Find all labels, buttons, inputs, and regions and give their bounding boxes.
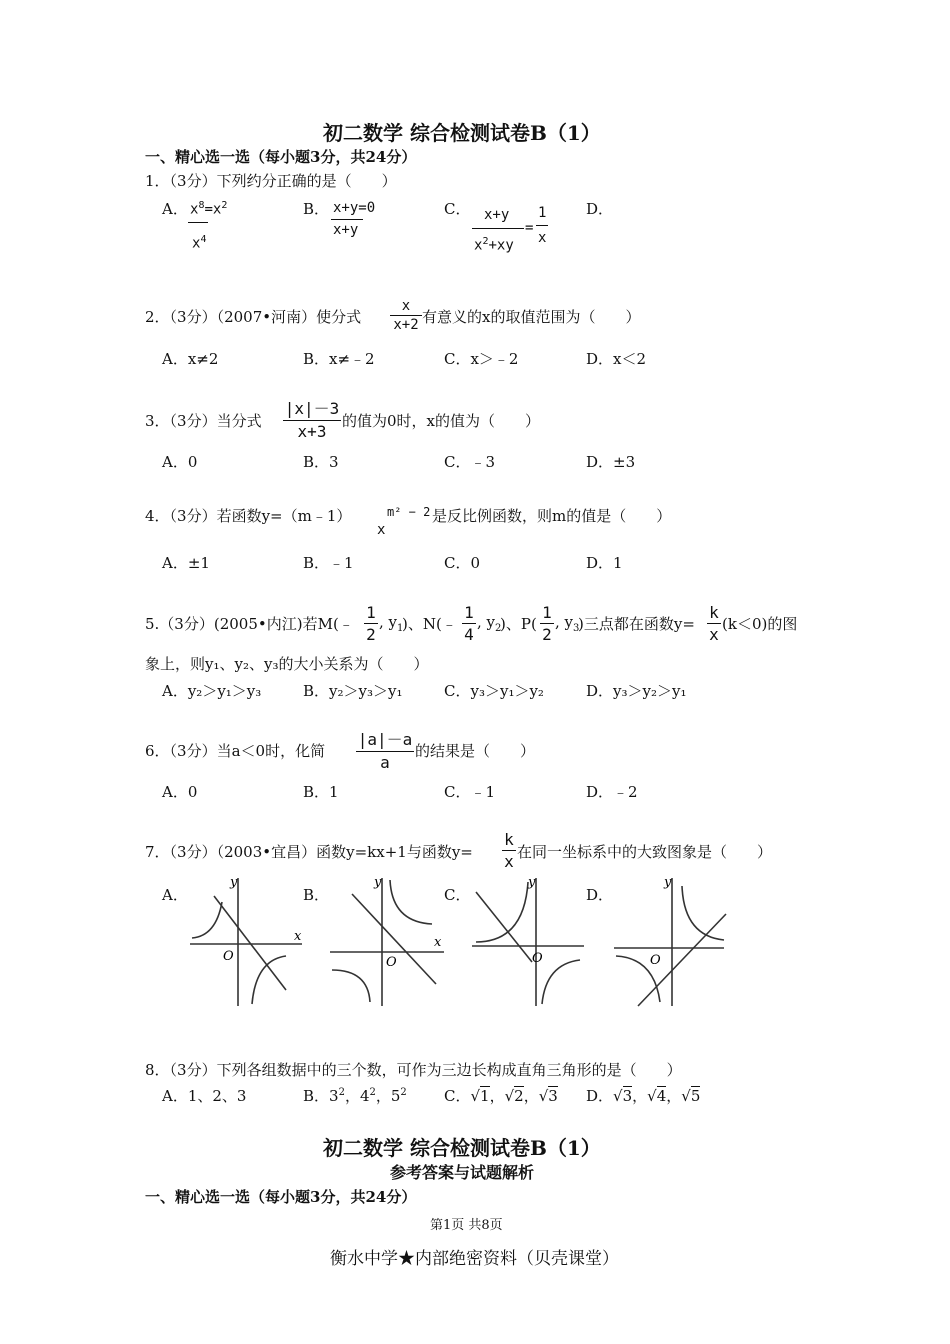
q5-option-d[interactable]: D．y₃＞y₂＞y₁ (586, 682, 687, 700)
answer-section-heading: 一、精心选一选（每小题3分，共24分） (145, 1188, 417, 1206)
question-4-stem-b: 是反比例函数，则m的值是（ ） (432, 507, 672, 525)
sqrt-icon: √ (647, 1087, 657, 1105)
question-8-stem: 8．（3分）下列各组数据中的三个数，可作为三边长构成直角三角形的是（ ） (145, 1061, 682, 1079)
q7-graph-a[interactable] (186, 872, 310, 1008)
question-7-stem-a: 7．（3分）（2003•宜昌）函数y=kx+1与函数y= (145, 843, 473, 861)
question-5-part-3: )、N(﹣ (402, 615, 457, 633)
q1-option-c-rhs-bar (536, 225, 548, 226)
q1-option-c-rhs-numerator: 1 (538, 205, 547, 221)
q4-option-a[interactable]: A．±1 (162, 554, 210, 572)
answer-title: 初二数学 综合检测试卷B（1） (323, 1136, 601, 1160)
question-2-stem-a: 2．（3分）（2007•河南）使分式 (145, 308, 362, 326)
question-5-part-5: )、P( (500, 615, 537, 633)
q5-fraction-2: 1 4 (462, 603, 476, 644)
q8-option-c[interactable]: C．√1，√2，√3 (444, 1087, 558, 1105)
q3-option-a[interactable]: A．0 (162, 453, 198, 471)
question-6-stem-b: 的结果是（ ） (415, 742, 536, 760)
q2-option-b[interactable]: B．x≠﹣2 (303, 350, 375, 368)
question-5-line-2: 象上，则y₁、y₂、y₃的大小关系为（ ） (145, 655, 429, 673)
q6-option-c[interactable]: C．﹣1 (444, 783, 496, 801)
question-7-stem-b: 在同一坐标系中的大致图象是（ ） (517, 843, 773, 861)
question-3-stem-b: 的值为0时，x的值为（ ） (342, 412, 541, 430)
watermark-footer: 衡水中学★内部绝密资料（贝壳课堂） (330, 1249, 619, 1269)
question-5-part-1: 5.（3分）(2005•内江)若M(﹣ (145, 615, 354, 633)
q5-y1: , $y_1$ (379, 613, 404, 634)
q4-option-d[interactable]: D．1 (586, 554, 623, 572)
q7-option-b[interactable]: B． (303, 886, 330, 904)
q1-option-c-numerator: x+y (484, 207, 510, 223)
q1-option-c-label[interactable]: C． (444, 200, 471, 218)
q7-graph-b-origin: O (386, 955, 397, 970)
q8-option-a[interactable]: A．1、2、3 (162, 1087, 247, 1105)
q5-fraction-1: 1 2 (364, 603, 378, 644)
question-5-part-7: )三点都在函数y= (578, 615, 695, 633)
q1-option-a-fraction-bar (188, 222, 208, 223)
q7-graph-a-y-label: y (230, 875, 238, 890)
page-title: 初二数学 综合检测试卷B（1） (323, 121, 601, 145)
q1-option-c-equals: = (525, 220, 534, 236)
q3-option-b[interactable]: B．3 (303, 453, 339, 471)
q4-option-b[interactable]: B．﹣1 (303, 554, 354, 572)
q2-option-a[interactable]: A．x≠2 (162, 350, 219, 368)
q8-option-d[interactable]: D．√3，√4，√5 (586, 1087, 701, 1105)
q5-option-c[interactable]: C．y₃＞y₁＞y₂ (444, 682, 544, 700)
q2-option-c[interactable]: C．x＞﹣2 (444, 350, 519, 368)
q2-option-d[interactable]: D．x＜2 (586, 350, 647, 368)
q4-option-c[interactable]: C．0 (444, 554, 481, 572)
q7-graph-b[interactable] (328, 872, 452, 1008)
q1-option-a-label[interactable]: A． (162, 200, 188, 218)
q7-fraction: k x (502, 830, 516, 871)
question-5-part-8: (k＜0)的图 (722, 615, 798, 633)
question-1-stem: 1．（3分）下列约分正确的是（ ） (145, 172, 397, 190)
q6-option-d[interactable]: D．﹣2 (586, 783, 638, 801)
sqrt-icon: √ (613, 1087, 623, 1105)
q2-fraction: x x+2 (390, 298, 422, 333)
question-6-stem-a: 6．（3分）当a＜0时，化简 (145, 742, 326, 760)
sqrt-icon: √ (504, 1087, 515, 1105)
question-4-stem-a: 4．（3分）若函数y=（m﹣1） (145, 507, 352, 525)
q7-graph-a-x-label: x (294, 929, 302, 944)
q1-option-d-label[interactable]: D． (586, 200, 614, 218)
q5-y2: , $y_2$ (477, 613, 502, 634)
question-3-stem-a: 3．（3分）当分式 (145, 412, 262, 430)
q8-option-b[interactable]: B．$3^2$，$4^2$，$5^2$ (303, 1087, 407, 1105)
q1-option-b-label[interactable]: B． (303, 200, 330, 218)
q7-graph-c[interactable] (470, 872, 594, 1008)
sqrt-icon: √ (538, 1087, 549, 1105)
q5-option-b[interactable]: B．y₂＞y₃＞y₁ (303, 682, 403, 700)
q7-option-a[interactable]: A． (162, 886, 188, 904)
q3-fraction: |x|－3 x+3 (284, 399, 340, 441)
q3-option-d[interactable]: D．±3 (586, 453, 636, 471)
q7-graph-d-origin: O (650, 953, 661, 968)
q6-option-a[interactable]: A．0 (162, 783, 198, 801)
q7-graph-d-y-label: y (664, 875, 672, 890)
q7-graph-d[interactable] (612, 872, 730, 1008)
q7-graph-b-y-label: y (374, 875, 382, 890)
sqrt-icon: √ (470, 1087, 481, 1105)
q6-option-b[interactable]: B．1 (303, 783, 339, 801)
q1-option-b-denominator: x+y (333, 222, 359, 238)
q5-fraction-3: 1 2 (540, 603, 554, 644)
q4-power-exponent: m² − 2 (387, 505, 431, 519)
q4-power-base: x (377, 522, 386, 538)
q7-graph-b-x-label: x (434, 935, 442, 950)
q7-graph-a-origin: O (223, 949, 234, 964)
q1-option-c-denominator: $x^2+xy$ (474, 236, 514, 254)
q5-y3: , $y_3$ (555, 613, 580, 634)
page-number: 第1页 共8页 (430, 1218, 503, 1233)
q6-fraction: |a|－a a (357, 730, 413, 772)
q1-option-b-numerator: x+y=0 (333, 200, 376, 216)
q7-option-d[interactable]: D． (586, 886, 614, 904)
q7-graph-c-y-label: y (528, 875, 536, 890)
q1-option-c-rhs-denominator: x (538, 230, 547, 246)
sqrt-icon: √ (681, 1087, 691, 1105)
q5-fraction-k: k x (707, 603, 721, 644)
q1-option-a-denominator: $x^4$ (192, 234, 207, 252)
q1-option-a-numerator: $x^8=x^2$ (190, 200, 228, 218)
section-heading: 一、精心选一选（每小题3分，共24分） (145, 148, 417, 166)
q1-option-c-fraction-bar (472, 228, 524, 229)
q3-option-c[interactable]: C．﹣3 (444, 453, 496, 471)
q5-option-a[interactable]: A．y₂＞y₁＞y₃ (162, 682, 262, 700)
q1-option-b-fraction-bar (331, 219, 363, 220)
q7-option-c[interactable]: C． (444, 886, 471, 904)
question-2-stem-b: 有意义的x的取值范围为（ ） (422, 308, 641, 326)
answer-subtitle: 参考答案与试题解析 (390, 1163, 535, 1182)
q7-graph-c-origin: O (532, 951, 543, 966)
